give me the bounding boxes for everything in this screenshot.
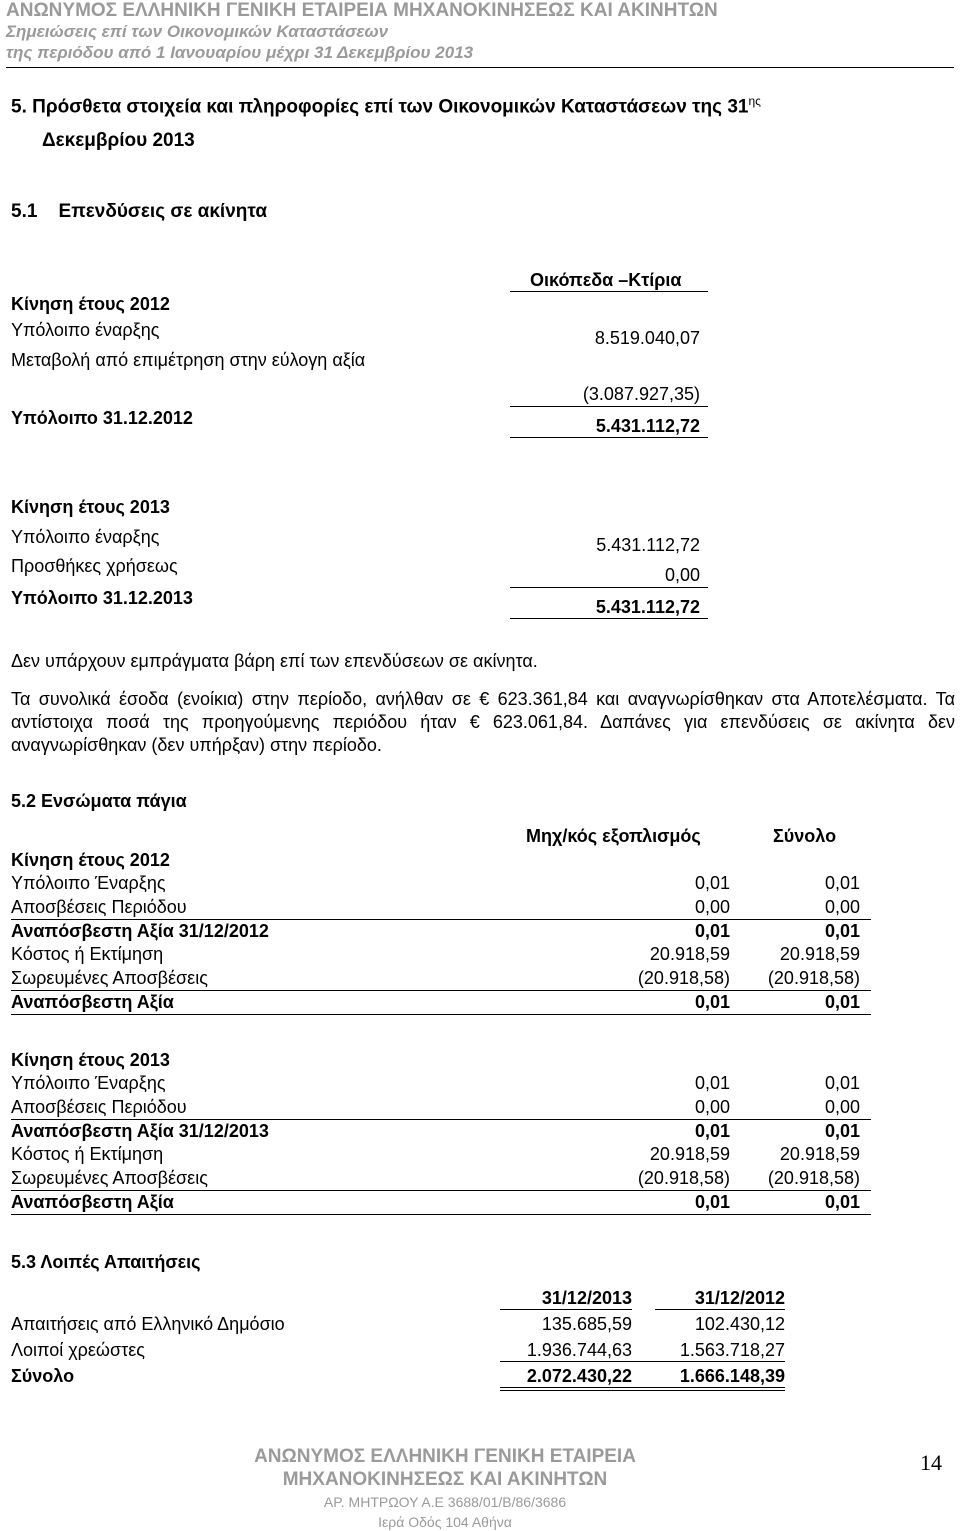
section-5-title bbox=[11, 94, 761, 118]
s52-row-value-machinery: 20.918,59 bbox=[649, 1144, 730, 1165]
header-subtitle: Σημειώσεις επί των Οικονομικών Καταστάσεων bbox=[6, 22, 389, 41]
s52-row-label: Αποσβέσεις Περιόδου bbox=[11, 1096, 187, 1117]
s51-2013-total-rule bbox=[510, 618, 708, 619]
s51-2013-additions-value: 0,00 bbox=[664, 565, 700, 585]
s53-col1-header: 31/12/2013 bbox=[500, 1288, 632, 1310]
s52-row-label: Υπόλοιπο Έναρξης bbox=[11, 1073, 166, 1093]
s52-row-value-total: (20.918,58) bbox=[767, 1168, 860, 1189]
s52-col1-header: Μηχ/κός εξοπλισμός bbox=[526, 826, 701, 846]
s52-row-rule bbox=[11, 1214, 871, 1215]
s53-row-label: Λοιποί χρεώστες bbox=[11, 1340, 145, 1360]
s52-row-label: Αναπόσβεστη Αξία 31/12/2012 bbox=[11, 920, 269, 941]
s51-column-rule bbox=[510, 291, 708, 292]
s52-row-label: Αποσβέσεις Περιόδου bbox=[11, 896, 187, 917]
s53-row-value-2012: 1.666.148,39 bbox=[679, 1366, 785, 1386]
s52-row-value-machinery: (20.918,58) bbox=[637, 1168, 730, 1189]
s52-row-rule bbox=[11, 1014, 871, 1015]
s52-row-value-total: (20.918,58) bbox=[767, 968, 860, 989]
s52-row-value-machinery: 0,00 bbox=[694, 896, 730, 917]
footer-line2: ΜΗΧΑΝΟΚΙΝΗΣΕΩΣ ΚΑΙ ΑΚΙΝΗΤΩΝ bbox=[282, 1469, 608, 1490]
section-5-1-title: 5.1 Επενδύσεις σε ακίνητα bbox=[11, 201, 268, 222]
s52-row-value-total: 0,00 bbox=[824, 1096, 860, 1117]
s52-2012-heading: Κίνηση έτους 2012 bbox=[11, 850, 170, 870]
s53-row-value-2012: 1.563.718,27 bbox=[679, 1340, 785, 1360]
s53-rule bbox=[500, 1361, 785, 1362]
s51-column-header: Οικόπεδα –Κτίρια bbox=[530, 270, 682, 290]
s51-2013-sum-rule bbox=[510, 587, 708, 588]
s52-row-value-machinery: 0,01 bbox=[694, 873, 730, 893]
s53-rule bbox=[500, 1387, 785, 1388]
s51-paragraph: Τα συνολικά έσοδα (ενοίκια) στην περίοδο, ανήλθαν σε € 623.361,84 και αναγνωρίσθηκαν στα Αποτελέσματα. Τα αντίστοιχα ποσά της προηγούμενης περιόδου ήταν € 623.061,84. Δαπάνες για επενδύσεις σε ακίνητα δεν αναγνωρίσθηκαν (δεν υπήρξαν) στην περίοδο. bbox=[11, 689, 955, 755]
s52-row-label: Αναπόσβεστη Αξία bbox=[11, 992, 174, 1012]
s51-2012-sum-rule bbox=[510, 406, 708, 407]
s51-2013-additions-label: Προσθήκες χρήσεως bbox=[11, 556, 178, 576]
s52-row-value-total: 0,01 bbox=[824, 1192, 860, 1212]
s52-row-value-machinery: 0,01 bbox=[694, 920, 730, 941]
s53-row-value-2013: 1.936.744,63 bbox=[526, 1340, 632, 1360]
s51-2013-opening-value: 5.431.112,72 bbox=[596, 535, 700, 555]
s52-row-value-total: 0,01 bbox=[824, 1073, 860, 1093]
s52-row-value-machinery: 0,01 bbox=[694, 1192, 730, 1212]
s52-row-label: Υπόλοιπο Έναρξης bbox=[11, 873, 166, 893]
s51-2012-fairvalue-value: (3.087.927,35) bbox=[582, 384, 700, 404]
s52-row-value-total: 0,01 bbox=[824, 920, 860, 941]
s52-2013-heading: Κίνηση έτους 2013 bbox=[11, 1050, 170, 1070]
s51-2012-closing-value: 5.431.112,72 bbox=[595, 416, 700, 436]
section-5-title-line2: Δεκεμβρίου 2013 bbox=[42, 130, 195, 151]
s52-row-label: Αναπόσβεστη Αξία 31/12/2013 bbox=[11, 1120, 269, 1141]
s52-row-value-machinery: (20.918,58) bbox=[637, 968, 730, 989]
s52-row-value-total: 20.918,59 bbox=[779, 1144, 860, 1165]
s53-row-value-2013: 2.072.430,22 bbox=[526, 1366, 632, 1386]
s52-row-value-machinery: 0,01 bbox=[694, 1073, 730, 1093]
s51-2012-heading: Κίνηση έτους 2012 bbox=[11, 294, 170, 314]
page-number: 14 bbox=[920, 1450, 942, 1475]
s51-2012-fairvalue-label: Μεταβολή από επιμέτρηση στην εύλογη αξία bbox=[11, 350, 366, 370]
s52-row-value-total: 0,01 bbox=[824, 1120, 860, 1141]
s52-row-value-total: 0,00 bbox=[824, 896, 860, 917]
s52-row-value-total: 0,01 bbox=[824, 992, 860, 1012]
s51-2013-opening-label: Υπόλοιπο έναρξης bbox=[11, 527, 160, 547]
s52-row-label: Αναπόσβεστη Αξία bbox=[11, 1192, 174, 1212]
s52-row-label: Κόστος ή Εκτίμηση bbox=[11, 1144, 164, 1165]
s52-row-value-machinery: 0,01 bbox=[694, 992, 730, 1012]
s52-row-value-total: 20.918,59 bbox=[779, 944, 860, 965]
s53-col2-header: 31/12/2012 bbox=[655, 1288, 785, 1310]
section-5-title-sup: ης bbox=[748, 94, 761, 108]
header-period: της περιόδου από 1 Ιανουαρίου μέχρι 31 Δεκεμβρίου 2013 bbox=[6, 43, 474, 62]
s52-row-label: Σωρευμένες Αποσβέσεις bbox=[11, 968, 208, 989]
s53-row-value-2012: 102.430,12 bbox=[694, 1314, 785, 1334]
s53-row-label: Σύνολο bbox=[11, 1366, 75, 1386]
s51-2013-closing-label: Υπόλοιπο 31.12.2013 bbox=[11, 588, 193, 608]
section-5-title-text: 5. Πρόσθετα στοιχεία και πληροφορίες επί των Οικονομικών Καταστάσεων της 31 bbox=[11, 96, 749, 118]
section-5-3-title: 5.3 Λοιπές Απαιτήσεις bbox=[11, 1252, 201, 1272]
s51-2012-opening-label: Υπόλοιπο έναρξης bbox=[11, 320, 160, 340]
s53-row-label: Απαιτήσεις από Ελληνικό Δημόσιο bbox=[11, 1314, 285, 1334]
s51-note: Δεν υπάρχουν εμπράγματα βάρη επί των επενδύσεων σε ακίνητα. bbox=[11, 651, 538, 671]
s52-row-value-total: 0,01 bbox=[824, 873, 860, 893]
s52-row-label: Κόστος ή Εκτίμηση bbox=[11, 944, 164, 965]
s52-row-label: Σωρευμένες Αποσβέσεις bbox=[11, 1168, 208, 1189]
s51-2012-opening-value: 8.519.040,07 bbox=[594, 328, 700, 348]
s53-rule bbox=[500, 1390, 785, 1391]
s53-row-value-2013: 135.685,59 bbox=[541, 1314, 632, 1334]
footer-line4: Ιερά Οδός 104 Αθήνα bbox=[378, 1514, 512, 1530]
header-rule bbox=[6, 67, 954, 68]
s51-2012-closing-label: Υπόλοιπο 31.12.2012 bbox=[11, 408, 193, 428]
s51-2012-total-rule bbox=[510, 437, 708, 438]
header-company: ΑΝΩΝΥΜΟΣ ΕΛΛΗΝΙΚΗ ΓΕΝΙΚΗ ΕΤΑΙΡΕΙΑ ΜΗΧΑΝΟΚΙΝΗΣΕΩΣ ΚΑΙ ΑΚΙΝΗΤΩΝ bbox=[6, 0, 718, 21]
s51-2013-heading: Κίνηση έτους 2013 bbox=[11, 497, 170, 517]
footer-line1: ΑΝΩΝΥΜΟΣ ΕΛΛΗΝΙΚΗ ΓΕΝΙΚΗ ΕΤΑΙΡΕΙΑ bbox=[254, 1446, 636, 1467]
section-5-2-title: 5.2 Ενσώματα πάγια bbox=[11, 791, 187, 811]
s52-row-value-machinery: 20.918,59 bbox=[649, 944, 730, 965]
s52-row-value-machinery: 0,01 bbox=[694, 1120, 730, 1141]
s51-2013-closing-value: 5.431.112,72 bbox=[595, 597, 700, 617]
footer-line3: ΑΡ. ΜΗΤΡΩΟΥ Α.Ε 3688/01/Β/86/3686 bbox=[323, 1494, 567, 1510]
s52-col2-header: Σύνολο bbox=[773, 826, 837, 846]
s52-row-value-machinery: 0,00 bbox=[694, 1096, 730, 1117]
